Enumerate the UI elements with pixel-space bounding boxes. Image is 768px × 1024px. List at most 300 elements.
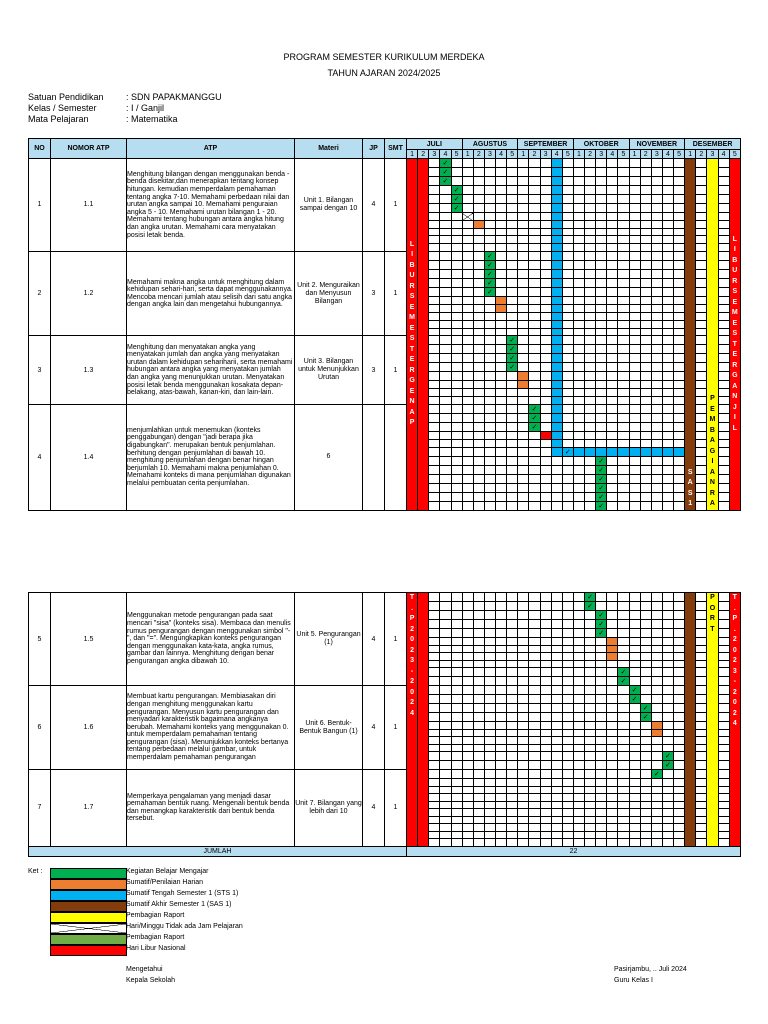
schedule-cell	[529, 611, 540, 620]
schedule-cell	[451, 737, 462, 745]
schedule-cell	[507, 168, 518, 177]
row-materi: Unit 7. Bilangan yang lebih dari 10	[295, 770, 363, 847]
schedule-cell	[651, 809, 662, 817]
schedule-cell	[440, 593, 451, 602]
schedule-cell	[640, 816, 651, 824]
schedule-cell	[462, 722, 473, 730]
week-cell: 5	[451, 150, 462, 159]
row-atp: Memperkaya pengalaman yang menjadi dasar pemahaman bentuk ruang. Mengenali bentuk benda dan menangkap karakteristik dari bentuk benda tersebut.	[127, 770, 295, 847]
schedule-cell	[585, 770, 596, 779]
schedule-cell	[440, 328, 451, 336]
schedule-cell	[640, 779, 651, 787]
schedule-cell	[718, 168, 729, 177]
schedule-cell	[662, 704, 673, 713]
schedule-cell	[440, 786, 451, 794]
schedule-cell	[651, 296, 662, 304]
schedule-cell	[518, 304, 529, 312]
schedule-cell	[562, 195, 573, 204]
schedule-cell	[573, 186, 584, 195]
schedule-cell	[429, 456, 440, 465]
schedule-cell	[618, 320, 629, 328]
schedule-cell	[473, 431, 484, 439]
schedule-cell	[607, 431, 618, 439]
schedule-cell	[429, 729, 440, 737]
schedule-cell	[473, 251, 484, 260]
schedule-cell	[429, 483, 440, 492]
schedule-cell	[607, 770, 618, 779]
schedule-cell	[629, 737, 640, 745]
schedule-cell	[429, 328, 440, 336]
schedule-cell	[496, 251, 507, 260]
schedule-cell	[662, 809, 673, 817]
schedule-cell	[607, 380, 618, 388]
schedule-cell	[618, 220, 629, 228]
week-cell: 4	[440, 150, 451, 159]
schedule-cell	[529, 195, 540, 204]
schedule-cell	[473, 761, 484, 770]
row-nomor-atp: 1.6	[51, 686, 127, 770]
schedule-cell	[529, 779, 540, 787]
schedule-cell	[429, 722, 440, 730]
schedule-cell	[462, 354, 473, 363]
schedule-cell	[674, 653, 685, 661]
schedule-cell	[484, 354, 495, 363]
schedule-cell	[651, 228, 662, 236]
schedule-cell: ✓	[451, 204, 462, 213]
schedule-cell	[518, 501, 529, 510]
schedule-cell	[573, 645, 584, 653]
schedule-cell	[640, 456, 651, 465]
schedule-cell	[451, 304, 462, 312]
schedule-cell	[451, 278, 462, 287]
week-cell: 1	[462, 150, 473, 159]
schedule-cell	[607, 312, 618, 320]
week-cell: 2	[640, 150, 651, 159]
jumlah-label: JUMLAH	[29, 846, 407, 856]
schedule-cell	[551, 404, 562, 413]
schedule-cell	[484, 296, 495, 304]
schedule-cell	[551, 465, 562, 474]
schedule-cell: ✓	[662, 761, 673, 770]
schedule-cell	[484, 752, 495, 761]
schedule-cell	[651, 404, 662, 413]
schedule-cell	[585, 686, 596, 695]
schedule-cell	[473, 336, 484, 345]
schedule-cell	[718, 195, 729, 204]
schedule-cell	[496, 752, 507, 761]
schedule-cell	[440, 686, 451, 695]
schedule-cell	[496, 404, 507, 413]
schedule-cell	[607, 809, 618, 817]
schedule-cell	[551, 779, 562, 787]
schedule-cell	[451, 396, 462, 404]
schedule-cell	[496, 244, 507, 252]
schedule-cell	[462, 653, 473, 661]
schedule-cell	[562, 244, 573, 252]
schedule-cell: ✓	[618, 677, 629, 686]
schedule-cell	[451, 668, 462, 677]
schedule-cell	[596, 336, 607, 345]
schedule-cell	[718, 668, 729, 677]
schedule-cell	[596, 645, 607, 653]
schedule-cell	[696, 483, 707, 492]
schedule-cell	[573, 677, 584, 686]
schedule-cell	[640, 752, 651, 761]
row-atp: Memahami makna angka untuk menghitung dalam kehidupan sehari-hari, serta dapat menggunakannya. Mencoba mencari jumlah atau selisih dari satu angka dengan angka lain dan mengetahui hubungannya.	[127, 251, 295, 335]
schedule-cell	[718, 345, 729, 354]
schedule-cell	[451, 593, 462, 602]
page-subtitle: TAHUN AJARAN 2024/2025	[327, 68, 441, 78]
schedule-cell	[629, 354, 640, 363]
schedule-cell	[551, 456, 562, 465]
schedule-cell	[674, 761, 685, 770]
schedule-cell	[573, 439, 584, 447]
schedule-cell	[462, 593, 473, 602]
schedule-cell	[640, 354, 651, 363]
schedule-cell	[640, 677, 651, 686]
schedule-cell	[462, 839, 473, 847]
schedule-cell	[462, 177, 473, 186]
schedule-cell	[662, 168, 673, 177]
schedule-cell	[585, 801, 596, 809]
schedule-cell	[551, 345, 562, 354]
schedule-cell	[551, 839, 562, 847]
schedule-cell: ✓	[596, 474, 607, 483]
schedule-cell	[607, 620, 618, 629]
month-desember: DESEMBER	[685, 139, 741, 150]
row-no: 3	[29, 336, 51, 404]
schedule-cell	[462, 816, 473, 824]
schedule-cell	[440, 839, 451, 847]
schedule-cell	[529, 236, 540, 244]
schedule-cell	[573, 396, 584, 404]
schedule-cell	[718, 236, 729, 244]
schedule-cell	[462, 396, 473, 404]
schedule-cell	[629, 779, 640, 787]
schedule-cell	[473, 660, 484, 668]
schedule-cell	[518, 244, 529, 252]
schedule-cell	[529, 328, 540, 336]
schedule-cell	[507, 602, 518, 611]
schedule-cell	[629, 744, 640, 752]
schedule-cell	[718, 204, 729, 213]
schedule-cell	[585, 312, 596, 320]
schedule-cell	[607, 501, 618, 510]
schedule-cell	[651, 668, 662, 677]
schedule-cell	[529, 312, 540, 320]
schedule-cell	[585, 269, 596, 278]
schedule-cell	[551, 831, 562, 839]
schedule-cell	[496, 413, 507, 422]
schedule-cell	[696, 786, 707, 794]
schedule-cell	[696, 388, 707, 396]
schedule-cell	[484, 638, 495, 646]
schedule-cell	[440, 388, 451, 396]
schedule-cell	[674, 645, 685, 653]
schedule-cell	[573, 159, 584, 168]
schedule-cell	[507, 786, 518, 794]
schedule-cell	[429, 251, 440, 260]
schedule-cell	[662, 677, 673, 686]
schedule-cell	[718, 354, 729, 363]
schedule-cell	[618, 645, 629, 653]
schedule-cell	[507, 668, 518, 677]
schedule-cell	[562, 483, 573, 492]
schedule-cell	[462, 336, 473, 345]
table-row	[29, 770, 741, 779]
schedule-cell	[651, 602, 662, 611]
schedule-cell	[496, 645, 507, 653]
schedule-cell	[473, 304, 484, 312]
schedule-cell	[651, 372, 662, 380]
week-cell: 2	[418, 150, 429, 159]
row-jp: 4	[363, 593, 385, 686]
schedule-cell	[462, 786, 473, 794]
schedule-cell	[596, 363, 607, 372]
schedule-cell	[473, 422, 484, 431]
month-oktober: OKTOBER	[573, 139, 629, 150]
schedule-cell	[462, 244, 473, 252]
schedule-cell	[529, 269, 540, 278]
schedule-cell	[596, 195, 607, 204]
schedule-cell	[651, 653, 662, 661]
schedule-cell	[462, 645, 473, 653]
schedule-cell	[518, 296, 529, 304]
schedule-cell	[473, 695, 484, 704]
schedule-cell	[651, 638, 662, 646]
schedule-cell	[484, 380, 495, 388]
schedule-cell	[551, 501, 562, 510]
schedule-cell	[529, 372, 540, 380]
schedule-cell	[718, 801, 729, 809]
schedule-cell	[507, 704, 518, 713]
schedule-cell	[718, 278, 729, 287]
schedule-cell	[651, 660, 662, 668]
schedule-cell	[651, 831, 662, 839]
schedule-cell	[718, 611, 729, 620]
schedule-cell	[473, 809, 484, 817]
schedule-cell	[618, 363, 629, 372]
schedule-cell	[540, 372, 551, 380]
schedule-cell	[540, 363, 551, 372]
schedule-cell	[718, 312, 729, 320]
schedule-cell: ✓	[440, 177, 451, 186]
schedule-cell	[674, 492, 685, 501]
schedule-cell	[629, 801, 640, 809]
schedule-cell	[529, 474, 540, 483]
schedule-cell	[451, 363, 462, 372]
schedule-cell	[518, 354, 529, 363]
schedule-cell	[473, 269, 484, 278]
schedule-cell	[551, 770, 562, 779]
row-no: 2	[29, 251, 51, 335]
schedule-cell	[529, 816, 540, 824]
schedule-cell	[629, 752, 640, 761]
schedule-cell	[473, 244, 484, 252]
schedule-cell	[596, 801, 607, 809]
schedule-cell	[596, 380, 607, 388]
schedule-cell	[429, 304, 440, 312]
schedule-cell	[696, 354, 707, 363]
schedule-cell	[674, 228, 685, 236]
schedule-cell	[696, 704, 707, 713]
schedule-cell	[451, 269, 462, 278]
schedule-cell	[662, 336, 673, 345]
schedule-cell	[518, 809, 529, 817]
schedule-cell	[596, 269, 607, 278]
schedule-cell	[585, 213, 596, 221]
schedule-cell	[484, 456, 495, 465]
schedule-cell	[473, 320, 484, 328]
schedule-cell	[529, 638, 540, 646]
schedule-cell	[596, 831, 607, 839]
schedule-cell	[629, 638, 640, 646]
schedule-cell	[674, 713, 685, 722]
schedule-cell	[651, 677, 662, 686]
table-row	[29, 686, 741, 695]
schedule-cell	[651, 447, 662, 456]
schedule-cell	[662, 404, 673, 413]
schedule-cell	[662, 770, 673, 779]
schedule-cell	[440, 312, 451, 320]
schedule-cell	[674, 620, 685, 629]
schedule-cell	[507, 761, 518, 770]
schedule-cell	[662, 228, 673, 236]
schedule-cell	[674, 744, 685, 752]
schedule-cell	[451, 465, 462, 474]
schedule-cell	[696, 809, 707, 817]
schedule-cell	[473, 713, 484, 722]
schedule-cell	[573, 831, 584, 839]
schedule-cell	[496, 629, 507, 638]
schedule-cell	[440, 809, 451, 817]
schedule-cell	[451, 354, 462, 363]
schedule-cell	[573, 492, 584, 501]
schedule-cell	[562, 770, 573, 779]
schedule-cell	[429, 653, 440, 661]
schedule-cell	[451, 645, 462, 653]
schedule-cell	[551, 677, 562, 686]
schedule-cell	[496, 770, 507, 779]
schedule-cell	[629, 629, 640, 638]
week-cell: 1	[629, 150, 640, 159]
schedule-cell	[629, 363, 640, 372]
schedule-cell	[473, 260, 484, 269]
schedule-cell	[651, 363, 662, 372]
schedule-cell	[473, 620, 484, 629]
schedule-cell	[629, 328, 640, 336]
schedule-cell	[662, 328, 673, 336]
schedule-cell	[496, 839, 507, 847]
schedule-cell	[718, 809, 729, 817]
week-cell: 4	[718, 150, 729, 159]
schedule-cell	[540, 431, 551, 439]
row-jp: 3	[363, 336, 385, 404]
schedule-cell	[573, 786, 584, 794]
schedule-cell	[662, 204, 673, 213]
schedule-cell	[562, 287, 573, 296]
schedule-cell	[674, 831, 685, 839]
schedule-cell	[496, 653, 507, 661]
schedule-cell	[596, 638, 607, 646]
schedule-cell	[440, 372, 451, 380]
schedule-cell	[618, 447, 629, 456]
schedule-cell	[540, 620, 551, 629]
schedule-cell	[674, 328, 685, 336]
schedule-cell	[440, 713, 451, 722]
schedule-cell	[651, 388, 662, 396]
schedule-cell	[540, 668, 551, 677]
schedule-cell	[640, 251, 651, 260]
schedule-cell	[674, 380, 685, 388]
schedule-cell	[507, 422, 518, 431]
schedule-cell	[451, 474, 462, 483]
schedule-cell	[718, 761, 729, 770]
schedule-cell	[462, 492, 473, 501]
schedule-cell	[529, 431, 540, 439]
schedule-cell	[551, 786, 562, 794]
schedule-cell	[718, 404, 729, 413]
schedule-cell	[518, 816, 529, 824]
schedule-cell	[496, 220, 507, 228]
schedule-cell	[529, 704, 540, 713]
schedule-cell	[540, 404, 551, 413]
schedule-cell	[429, 354, 440, 363]
schedule-cell	[651, 801, 662, 809]
schedule-cell	[585, 328, 596, 336]
schedule-cell	[562, 695, 573, 704]
schedule-cell	[718, 336, 729, 345]
schedule-cell	[674, 809, 685, 817]
schedule-cell	[562, 501, 573, 510]
schedule-cell	[540, 380, 551, 388]
schedule-cell	[696, 638, 707, 646]
schedule-cell	[473, 629, 484, 638]
schedule-cell	[462, 686, 473, 695]
schedule-cell	[640, 620, 651, 629]
schedule-cell	[429, 177, 440, 186]
schedule-cell	[473, 752, 484, 761]
schedule-cell	[674, 431, 685, 439]
schedule-cell	[618, 422, 629, 431]
schedule-cell	[674, 660, 685, 668]
schedule-cell	[607, 220, 618, 228]
schedule-cell	[696, 620, 707, 629]
schedule-cell	[596, 177, 607, 186]
schedule-cell	[596, 447, 607, 456]
schedule-cell	[440, 296, 451, 304]
schedule-cell	[662, 629, 673, 638]
schedule-cell	[674, 447, 685, 456]
schedule-cell	[484, 372, 495, 380]
meta-subject: Mata Pelajaran : Matematika	[28, 114, 178, 124]
schedule-cell	[451, 794, 462, 802]
schedule-cell	[607, 177, 618, 186]
schedule-cell	[451, 439, 462, 447]
schedule-cell	[629, 404, 640, 413]
schedule-cell	[496, 668, 507, 677]
schedule-cell	[718, 501, 729, 510]
schedule-cell	[551, 653, 562, 661]
schedule-cell	[607, 668, 618, 677]
schedule-cell	[718, 839, 729, 847]
schedule-cell	[540, 602, 551, 611]
schedule-cell	[640, 645, 651, 653]
schedule-cell	[651, 704, 662, 713]
schedule-cell	[607, 839, 618, 847]
schedule-cell	[429, 413, 440, 422]
schedule-cell	[473, 287, 484, 296]
